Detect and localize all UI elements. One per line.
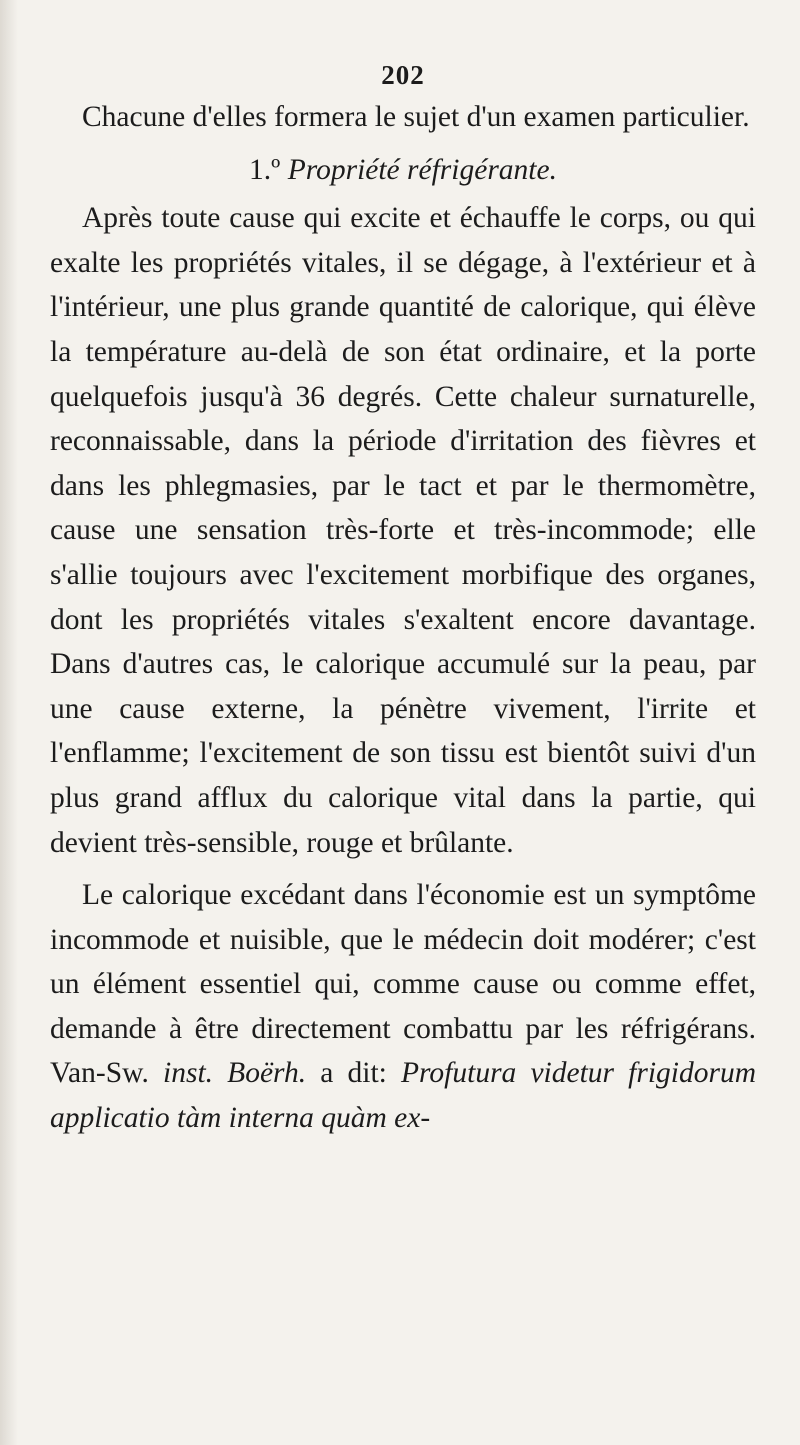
page-body [50, 95, 756, 1141]
citation-italic: inst. Boërh. [163, 1057, 307, 1090]
paragraph-caloric-text: Le calorique excédant dans l'économie est un symptôme incommode et nuisible, que le médecin doit modérer; c'est un élément essentiel qui, comme cause ou comme effet, demande à être directement combattu par les réfrigérans. Van-Sw. [50, 879, 756, 1090]
citation-verb: a dit: [320, 1057, 387, 1090]
latin-quote: Profutura videtur frigidorum applicatio tàm interna quàm ex- [50, 1057, 757, 1135]
section-heading [50, 148, 756, 193]
paragraph-caloric [50, 873, 756, 1141]
section-title: Propriété réfrigérante. [287, 153, 557, 186]
page-number: 202 [381, 60, 425, 90]
paragraph-gap [50, 865, 756, 873]
paragraph-heat: Après toute cause qui excite et échauffe le corps, ou qui exalte les propriétés vitales, il se dégage, à l'extérieur et à l'intérieur, une plus grande quantité de calorique, qui élève la température au-delà de son état ordinaire, et la porte quelquefois jusqu'à 36 degrés. Cette chaleur surnaturelle, reconnaissable, dans la période d'irritation des fièvres et dans les phlegmasies, par le tact et par le thermomètre, cause une sensation très-forte et très-incommode; elle s'allie toujours avec l'excitement morbifique des organes, dont les propriétés vitales s'exaltent encore davantage. Dans d'autres cas, le calorique accumulé sur la peau, par une cause externe, la pénètre vivement, l'irrite et l'enflamme; l'excitement de son tissu est bientôt suivi d'un plus grand afflux du calorique vital dans la partie, qui devient très-sensible, rouge et brûlante. [50, 202, 756, 859]
section-number: 1.º [249, 153, 281, 186]
paragraph-intro: Chacune d'elles formera le sujet d'un examen particulier. [82, 101, 750, 133]
page-gutter-shadow [0, 0, 18, 1445]
